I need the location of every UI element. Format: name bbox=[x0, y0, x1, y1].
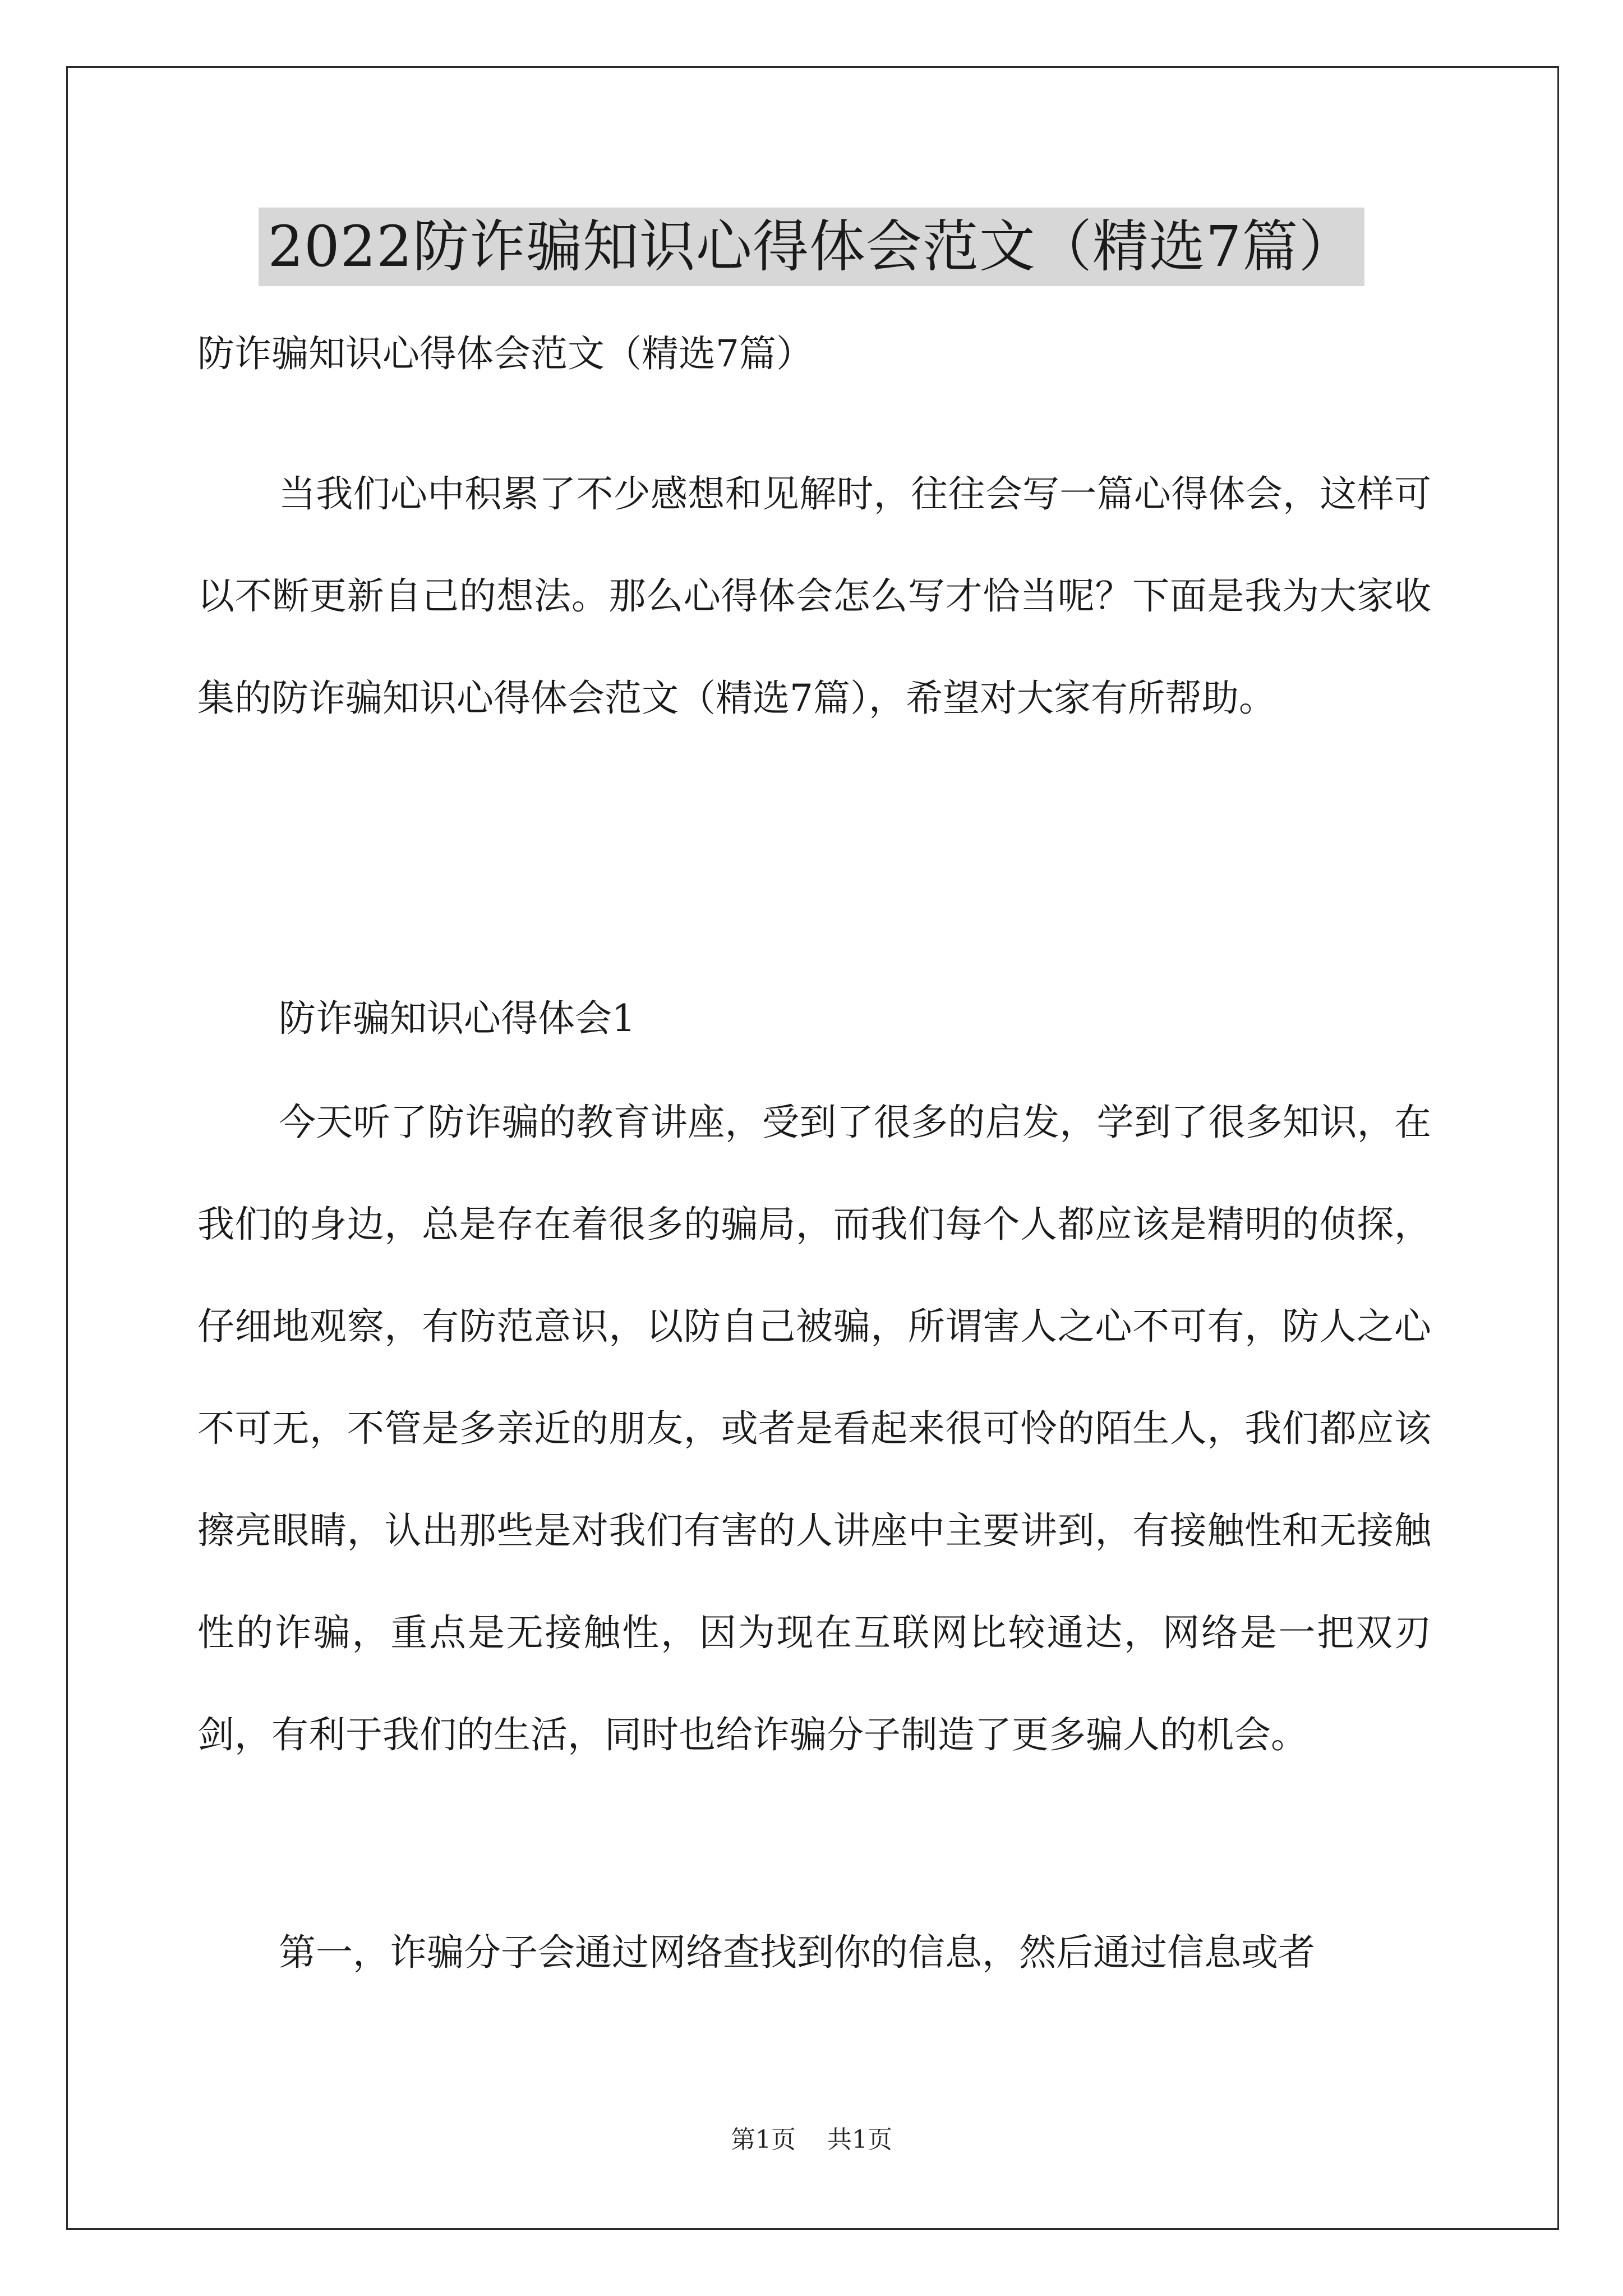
document-subtitle: 防诈骗知识心得体会范文（精选7篇） bbox=[197, 332, 813, 375]
page-footer bbox=[0, 2123, 1623, 2157]
intro-paragraph: 当我们心中积累了不少感想和见解时，往往会写一篇心得体会，这样可以不断更新自己的想法。那么心得体会怎么写才恰当呢？下面是我为大家收集的防诈骗知识心得体会范文（精选7篇），希望对大家有所帮助。 bbox=[197, 472, 1431, 720]
page-count: 共1页 bbox=[827, 2125, 892, 2154]
title-container bbox=[0, 208, 1623, 286]
document-title: 2022防诈骗知识心得体会范文（精选7篇） bbox=[259, 208, 1364, 286]
page-number: 第1页 bbox=[731, 2125, 796, 2154]
section-heading: 防诈骗知识心得体会1 bbox=[279, 997, 635, 1040]
body-paragraph: 今天听了防诈骗的教育讲座，受到了很多的启发，学到了很多知识，在我们的身边，总是存在着很多的骗局，而我们每个人都应该是精明的侦探，仔细地观察，有防范意识，以防自己被骗，所谓害人之心不可有，防人之心不可无，不管是多亲近的朋友，或者是看起来很可怜的陌生人，我们都应该擦亮眼睛，认出那些是对我们有害的人讲座中主要讲到，有接触性和无接触性的诈骗，重点是无接触性，因为现在互联网比较通达，网络是一把双刃剑，有利于我们的生活，同时也给诈骗分子制造了更多骗人的机会。 bbox=[197, 1101, 1431, 1756]
body-paragraph: 第一，诈骗分子会通过网络查找到你的信息，然后通过信息或者 bbox=[279, 1931, 1315, 1974]
